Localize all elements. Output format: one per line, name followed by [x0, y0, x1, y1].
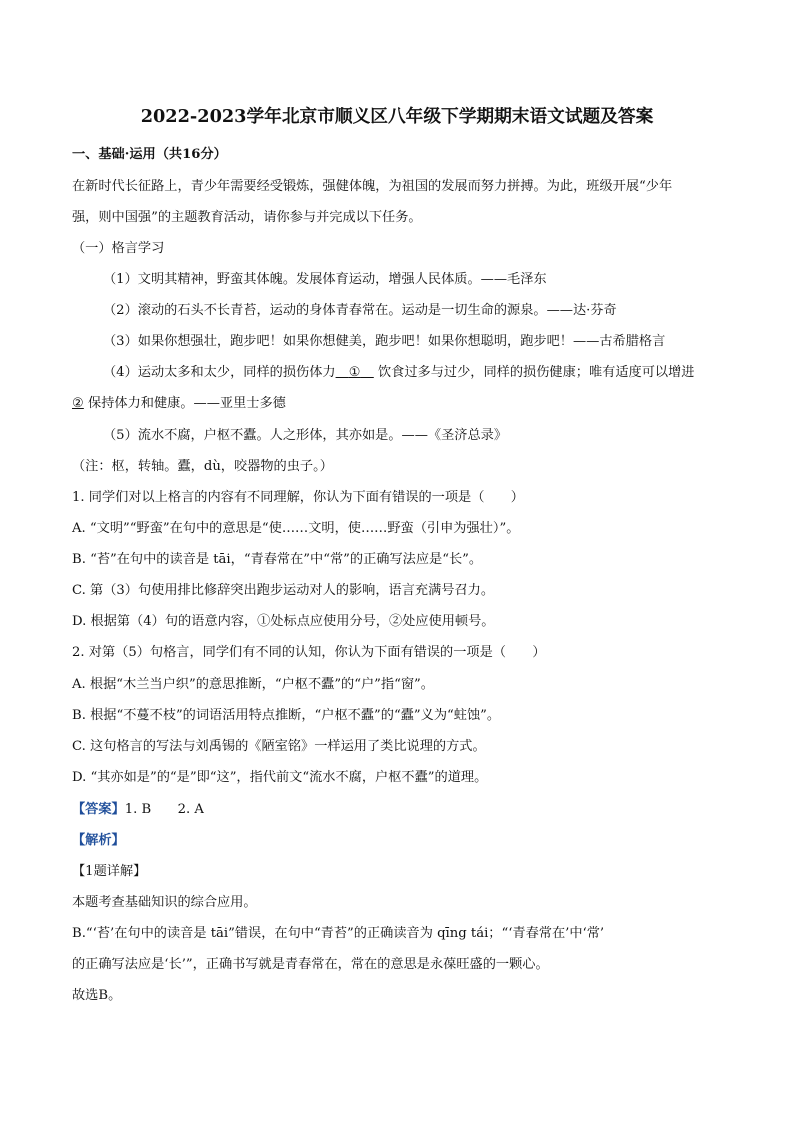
- motto-4-text-a: （4）运动太多和太少，同样的损伤体力: [103, 365, 336, 380]
- page-title: 2022-2023学年北京市顺义区八年级下学期期末语文试题及答案: [140, 106, 654, 127]
- question-2-option-b: B. 根据“不蔓不枝”的词语活用特点推断，“户枢不蠹”的“蠹”义为“蛀蚀”。: [72, 708, 501, 723]
- motto-3: （3）如果你想强壮，跑步吧！如果你想健美，跑步吧！如果你想聪明，跑步吧！——古希腊格言: [103, 334, 666, 349]
- detail-line-2: B.“‘苔’在句中的读音是 tāi”错误，在句中“青苔”的正确读音为 qīng tái；“‘青春常在’中‘常’: [72, 926, 605, 941]
- section-heading: 一、基础·运用（共16分）: [72, 147, 227, 162]
- intro-line-2: 强，则中国强”的主题教育活动，请你参与并完成以下任务。: [72, 210, 422, 225]
- detail-line-3: 的正确写法应是‘长’”，正确书写就是青春常在，常在的意思是永葆旺盛的一颗心。: [72, 957, 549, 972]
- question-1-option-d: D. 根据第（4）句的语意内容，①处标点应使用分号，②处应使用顿号。: [72, 614, 495, 629]
- analysis-tag: 【解析】: [72, 833, 125, 848]
- blank-1: ①: [348, 365, 361, 380]
- detail-line-4: 故选B。: [72, 988, 122, 1003]
- question-2-option-a: A. 根据“木兰当户织”的意思推断，“户枢不蠹”的“户”指“窗”。: [72, 677, 434, 692]
- detail-line-1: 本题考查基础知识的综合应用。: [72, 895, 257, 910]
- motto-2: （2）滚动的石头不长青苔，运动的身体青春常在。运动是一切生命的源泉。——达·芬奇: [103, 303, 617, 318]
- motto-4-line-1: [103, 364, 694, 382]
- question-1-option-b: B. “苔”在句中的读音是 tāi，“青春常在”中“常”的正确写法应是“长”。: [72, 552, 483, 567]
- answer-line: [72, 801, 204, 819]
- blank-2: ②: [72, 396, 84, 411]
- motto-5: （5）流水不腐，户枢不蠹。人之形体，其亦如是。——《圣济总录》: [103, 428, 508, 443]
- motto-4-text-c: 保持体力和健康。——亚里士多德: [83, 396, 286, 411]
- note: （注：枢，转轴。蠹，dù，咬器物的虫子。）: [72, 459, 333, 474]
- question-2-option-c: C. 这句格言的写法与刘禹锡的《陋室铭》一样运用了类比说理的方式。: [72, 739, 486, 754]
- motto-4-line-2: [72, 395, 286, 413]
- question-2-stem: 2. 对第（5）句格言，同学们有不同的认知，你认为下面有错误的一项是（ ）: [72, 645, 546, 660]
- question-2-option-d: D. “其亦如是”的“是”即“这”，指代前文“流水不腐，户枢不蠹”的道理。: [72, 770, 488, 785]
- motto-4-text-b: 饮食过多与过少，同样的损伤健康；唯有适度可以增进: [373, 365, 695, 380]
- sub-heading: （一）格言学习: [72, 241, 165, 256]
- question-1-option-c: C. 第（3）句使用排比修辞突出跑步运动对人的影响，语言充满号召力。: [72, 583, 495, 598]
- answer-tag: 【答案】: [72, 802, 125, 817]
- intro-line-1: 在新时代长征路上，青少年需要经受锻炼，强健体魄，为祖国的发展而努力拼搏。为此，班级开展“少年: [72, 179, 673, 194]
- answer-text: 1. B 2. A: [124, 802, 204, 817]
- question-1-stem: 1. 同学们对以上格言的内容有不同理解，你认为下面有错误的一项是（ ）: [72, 490, 524, 505]
- question-1-option-a: A. “文明”“野蛮”在句中的意思是“使……文明，使……野蛮（引申为强壮）”。: [72, 521, 520, 536]
- detail-tag: 【1题详解】: [72, 864, 147, 879]
- motto-1: （1）文明其精神，野蛮其体魄。发展体育运动，增强人民体质。——毛泽东: [103, 272, 547, 287]
